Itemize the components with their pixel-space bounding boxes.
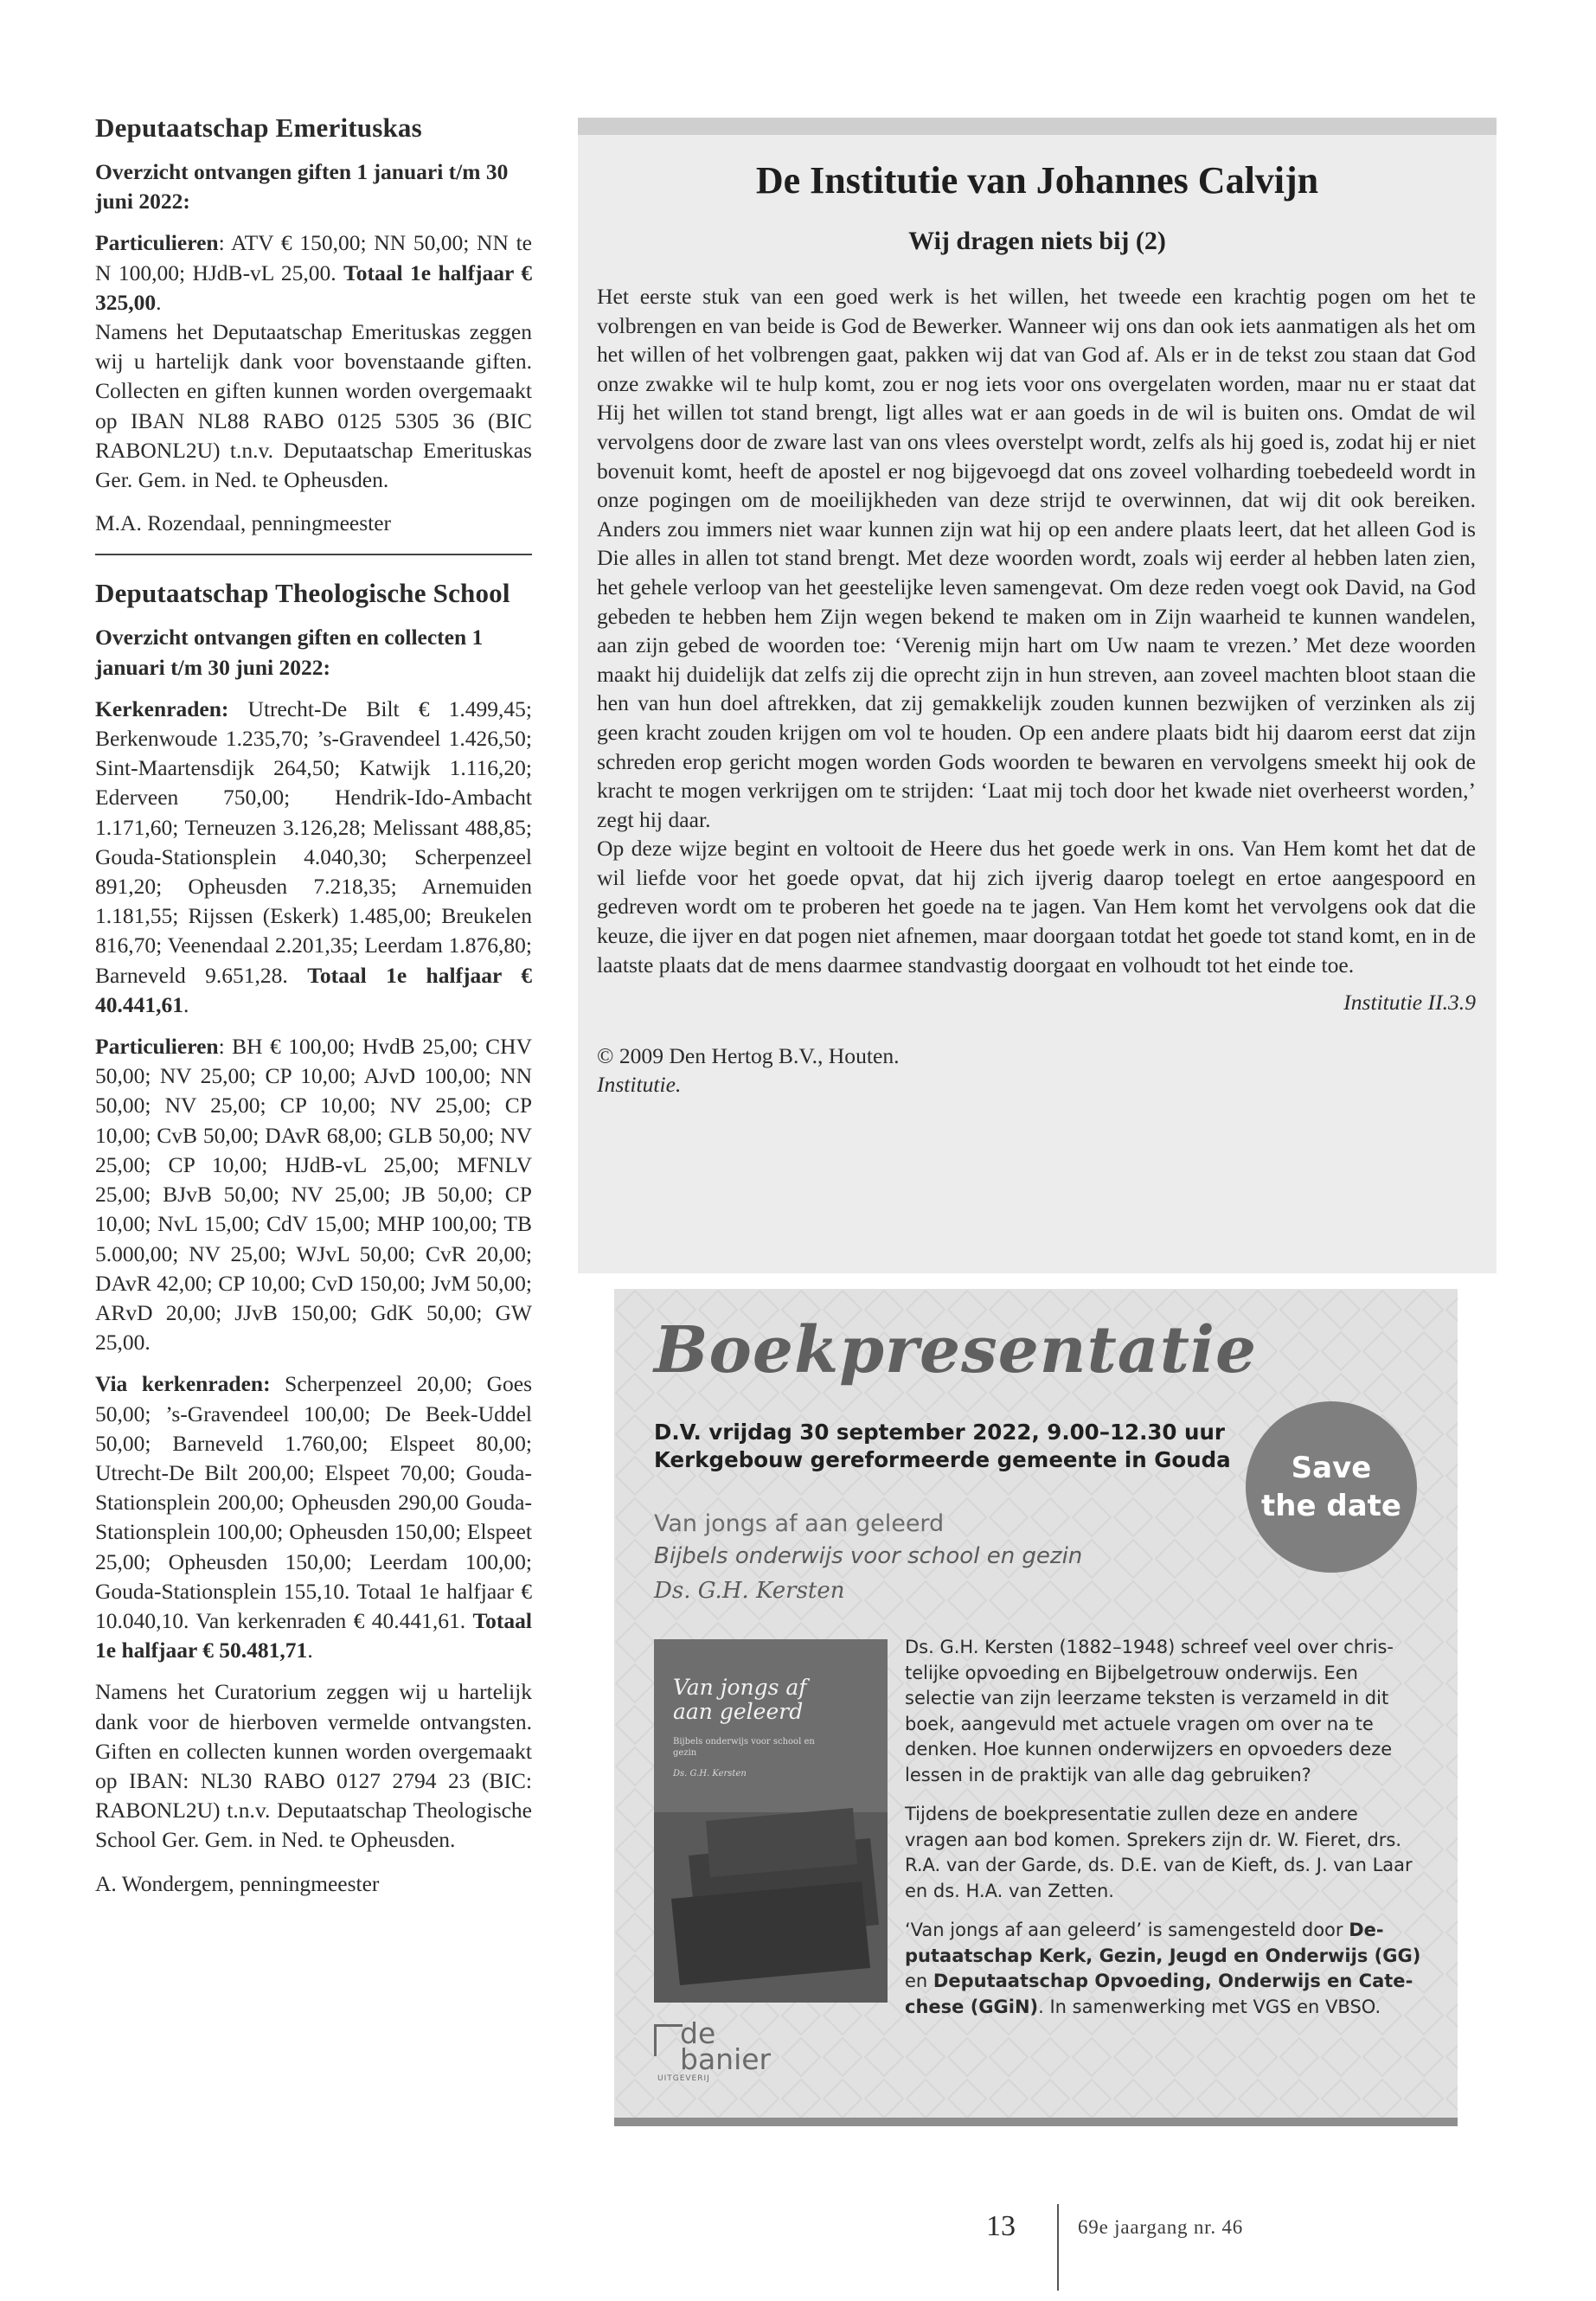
ad-text-3 [905, 1918, 1424, 2020]
theologische-particulieren-text: : BH € 100,00; HvdB 25,00; CHV 50,00; NV 25,00; CP 10,00; AJvD 100,00; NN 50,00; NV 25,00; CP 10,00; NV 25,00; CP 10,00; CvB 50,00; DAvR 68,00; GLB 50,00; NV 25,00; CP 10,00; HJdB-vL 25,00; MFNLV 25,00; BJvB 50,00; NV 25,00; JB 50,00; CP 10,00; NvL 15,00; CdV 15,00; MHP 100,00; TB 5.000,00; NV 25,00; WJvL 50,00; CvR 20,00; DAvR 42,00; CP 10,00; CvD 150,00; JvM 50,00; ARvD 20,00; JJvB 150,00; GdK 50,00; GW 25,00. [95, 1034, 532, 1356]
ad-location: Kerkgebouw gereformeerde gemeente in Gouda [654, 1447, 1231, 1472]
theologische-subheading: Overzicht ontvangen giften en collecten 1 januari t/m 30 juni 2022: [95, 625, 484, 680]
emerituskas-totaal: Totaal 1e halfjaar € 325,00 [95, 260, 532, 315]
theologische-kerkenraden: Kerkenraden: Utrecht-De Bilt € 1.499,45; Berkenwoude 1.235,70; ’s-Gravendeel 1.426,50; Sint-Maartensdijk 264,50; Katwijk 1.116,20; Ederveen 750,00; Hendrik-Ido-Ambacht 1.171,60; Terneuzen 3.126,28; Melissant 488,85; Gouda-Stationsplein 4.040,30; Scherpenzeel 891,20; Opheusden 7.218,35; Arnemuiden 1.181,55; Rijssen (Eskerk) 1.485,00; Breukelen 816,70; Veenendaal 2.201,35; Leerdam 1.876,80; Barneveld 9.651,28. Totaal 1e halfjaar € 40.441,61. [95, 695, 533, 1017]
kerkenraden-text: Utrecht-De Bilt € 1.499,45; Berkenwoude 1.235,70; ’s-Gravendeel 1.426,50; Sint-Maartensdijk 264,50; Katwijk 1.116,20; Ederveen 750,00; Hendrik-Ido-Ambacht 1.171,60; Terneuzen 3.126,28; Melissant 488,85; Gouda-Stationsplein 4.040,30; Scherpenzeel 891,20; Opheusden 7.218,35; Arnemuiden 1.181,55; Rijssen (Eskerk) 1.485,00; Breukelen 816,70; Veenendaal 2.201,35; Leerdam 1.876,80; Barneveld 9.651,28. [95, 695, 532, 988]
institutie-copyright [597, 1042, 1497, 1099]
emerituskas-heading: Deputaatschap Emerituskas [95, 112, 422, 143]
ad-text-1: Ds. G.H. Kersten (1882–1948) schreef veel over christelijke opvoeding en Bijbelgetrouw onderwijs. Een selectie van zijn leerzame teksten is verzameld in dit boek, aangevuld met actuele vragen om over na te denken. Hoe kunnen onderwijzers en opvoeders deze lessen in de praktijk van alle dag gebruiken? [905, 1637, 1394, 1785]
book-title: Van jongs af aan geleerd [654, 1510, 945, 1537]
cover-author: Ds. G.H. Kersten [673, 1769, 747, 1779]
theologische-particulieren-label: Particulieren [95, 1034, 219, 1060]
page-number: 13 [986, 2210, 1016, 2242]
ad-title: Boekpresentatie [654, 1313, 1258, 1388]
save-line-1: Save [1291, 1451, 1372, 1485]
save-line-2: the date [1261, 1489, 1401, 1523]
institutie-paragraph-1: Het eerste stuk van een goed werk is het willen, het tweede een krachtig pogen om het te volbrengen en van beide is God de Bewerker. Wanneer wij ons dan ook iets aanmatigen als het om het willen of het volbrengen gaat, pakken wij dat van God af. Als er in de tekst zou staan dat God onze zwakke wil te hulp komt, zou er nog iets voor ons overgelaten worden, maar nu er staat dat Hij het willen tot stand brengt, ligt alles wat er aan goeds in de wil is buiten ons. Omdat de wil vervolgens door de zware last van ons vlees overstelpt wordt, zelfs als hij goed is, zodat hij er niet bovenuit komt, heeft de apostel er nog bijgevoegd dat ons zoveel volharding toebedeeld wordt in onze pogingen om de moeilijkheden van deze strijd te overwinnen, dat wij dit ook bereiken. Anders zou immers niet waar kunnen zijn wat hij op een andere plaats leert, dat het alleen God is Die alles in allen tot stand brengt. Met deze woorden wordt, zoals wij eerder al hebben laten zien, het gehele verloop van het geestelijke leven samengevat. Om deze reden voegt ook David, na God gebeden te hebben hem Zijn wegen bekend te maken om in Zijn waarheid te kunnen wandelen, aan zijn gebed de woorden toe: ‘Verenig mijn hart om Uw naam te vrezen.’ Met deze woorden maakt hij duidelijk dat zelfs zij die oprecht zijn in hun streven, aan zoveel machten bloot staan die hen van hun doel aftrekken, dat zij gemakkelijk zouden kunnen bezwijken of verzinken als zij geen kracht zouden krijgen om vol te houden. Op een andere plaats bidt hij daarom eerst dat zijn schreden erop gericht mogen worden Gods woorden te bewaren en vervolgens smeekt hij ook de kracht te mogen verkrijgen om te strijden: ‘Laat mij toch door het kwade niet overheerst worden,’ zegt hij daar. [597, 284, 1476, 832]
book-presentation-ad [614, 1289, 1458, 2126]
theologische-particulieren [95, 1032, 532, 1357]
institutie-title: De Institutie van Johannes Calvijn [755, 159, 1319, 202]
ad-when [654, 1419, 1231, 1474]
ad-text-3-pre: ‘Van jongs af aan geleerd’ is samengesteld door [905, 1920, 1349, 1940]
book-cover [654, 1639, 888, 2003]
particulieren-text: : ATV € 150,00; NN 50,00; NN te N 100,00; HJdB-vL 25,00. [95, 230, 532, 285]
emerituskas-thanks: Namens het Deputaatschap Emerituskas zeggen wij u hartelijk dank voor bovenstaande giften. Collecten en giften kunnen worden overgemaakt op IBAN NL88 RABO 0125 5305 36 (BIC RABONL2U) t.n.v. Deputaatschap Emerituskas Ger. Gem. in Ned. te Opheusden. [95, 319, 532, 493]
copyright-line: © 2009 Den Hertog B.V., Houten. [597, 1043, 900, 1069]
theologische-thanks: Namens het Curatorium zeggen wij u hartelijk dank voor de hierboven vermelde ontvangsten. Giften en collecten kunnen worden overgemaakt op IBAN: NL30 RABO 0127 2794 23 (BIC: RABONL2U) t.n.v. Deputaatschap Theologische School Ger. Gem. in Ned. te Opheusden. [95, 1679, 532, 1853]
institutie-box [578, 118, 1497, 1273]
institutie-paragraph-2: Op deze wijze begint en voltooit de Heere dus het goede werk in ons. Van Hem komt het dat de wil liefde voor het goede opvat, dat hij zich ijverig daarop toelegt en ertoe aangespoord en gedreven wordt om te proberen het goede na te jagen. Van Hem komt het vervolgens ook dat die keuze, die ijver en dat pogen niet afnemen, maar doorgaan totdat het goede tot stand komt, en in de laatste plaats dat de mens daarmee standvastig doorgaat en volhoudt tot het einde toe. [597, 836, 1476, 977]
kerkenraden-totaal: Totaal 1e halfjaar € 40.441,61 [95, 962, 533, 1017]
ad-text-2: Tijdens de boekpresentatie zullen deze en andere vragen aan bod komen. Sprekers zijn dr. W. Fieret, drs. R.A. van der Garde, ds. D.E. van de Kieft, ds. J. van Laar en ds. H.A. van Zetten. [905, 1804, 1413, 1901]
institutie-body [597, 282, 1476, 979]
publisher-line-2: banier [680, 2042, 772, 2076]
ad-text-3-bold-1: Deputaatschap Kerk, Gezin, Jeugd en Onderwijs (GG) [905, 1920, 1421, 1966]
cover-title [673, 1676, 807, 1724]
publisher-mark-icon [654, 2024, 683, 2056]
publisher-line-1: de [680, 2016, 716, 2050]
via-totaal: Totaal 1e halfjaar € 50.481,71 [95, 1607, 532, 1663]
theologische-signature: A. Wondergem, penningmeester [95, 1870, 380, 1896]
footer-divider [1057, 2204, 1059, 2291]
issue-label: 69e jaargang nr. 46 [1078, 2216, 1244, 2238]
kerkenraden-label: Kerkenraden: [95, 695, 229, 721]
institutie-subtitle: Wij dragen niets bij (2) [908, 227, 1166, 255]
publisher-name [680, 2016, 772, 2076]
section-divider [95, 554, 532, 555]
theologische-via-kerkenraden: Via kerkenraden: Scherpenzeel 20,00; Goes 50,00; ’s-Gravendeel 100,00; De Beek-Uddel 50,00; Barneveld 1.760,00; Elspeet 80,00; Utrecht-De Bilt 200,00; Elspeet 70,00; Gouda-Stationsplein 200,00; Opheusden 290,00 Gouda-Stationsplein 100,00; Opheusden 150,00; Elspeet 25,00; Opheusden 150,00; Leerdam 100,00; Gouda-Stationsplein 155,10. Totaal 1e halfjaar € 10.040,10. Van kerkenraden € 40.441,61. Totaal 1e halfjaar € 50.481,71. [95, 1371, 532, 1663]
emerituskas-subheading: Overzicht ontvangen giften 1 januari t/m 30 juni 2022: [95, 159, 509, 215]
book-subtitle: Bijbels onderwijs voor school en gezin [654, 1543, 1083, 1569]
ad-text-3-bold-2: Deputaatschap Opvoeding, Onderwijs en Catechese (GGiN) [905, 1971, 1413, 2017]
particulieren-label: Particulieren [95, 230, 219, 256]
via-text: Scherpenzeel 20,00; Goes 50,00; ’s-Gravendeel 100,00; De Beek-Uddel 50,00; Barneveld 1.760,00; Elspeet 80,00; Utrecht-De Bilt 200,00; Elspeet 70,00; Gouda-Stationsplein 200,00; Opheusden 290,00 Gouda-Stationsplein 100,00; Opheusden 150,00; Elspeet 25,00; Opheusden 150,00; Leerdam 100,00; Gouda-Stationsplein 155,10. Totaal 1e halfjaar € 10.040,10. Van kerkenraden € 40.441,61. [95, 1371, 532, 1633]
left-column [95, 111, 532, 1911]
ad-bottom-band [614, 2118, 1458, 2126]
ad-description [905, 1635, 1424, 2034]
emerituskas-particulieren: Particulieren: ATV € 150,00; NN 50,00; NN te N 100,00; HJdB-vL 25,00. Totaal 1e halfjaar € 325,00. [95, 230, 532, 315]
copyright-work: Institutie. [597, 1072, 682, 1098]
save-the-date-badge [1246, 1401, 1417, 1573]
book-author: Ds. G.H. Kersten [654, 1578, 845, 1604]
publisher-sub: UITGEVERIJ [657, 2074, 710, 2083]
ad-text-3-mid: en [905, 1971, 933, 1991]
theologische-heading: Deputaatschap Theologische School [95, 578, 510, 609]
via-label: Via kerkenraden: [95, 1371, 271, 1397]
ad-date: D.V. vrijdag 30 september 2022, 9.00–12.30 uur [654, 1420, 1225, 1445]
institutie-reference: Institutie II.3.9 [1343, 990, 1476, 1016]
cover-title-line-1: Van jongs af [673, 1675, 807, 1700]
emerituskas-signature: M.A. Rozendaal, penningmeester [95, 510, 392, 536]
cover-subtitle: Bijbels onderwijs voor school en gezin [673, 1737, 815, 1758]
ad-text-3-post: . In samenwerking met VGS en VBSO. [1038, 1996, 1381, 2017]
cover-title-line-2: aan geleerd [673, 1699, 804, 1724]
